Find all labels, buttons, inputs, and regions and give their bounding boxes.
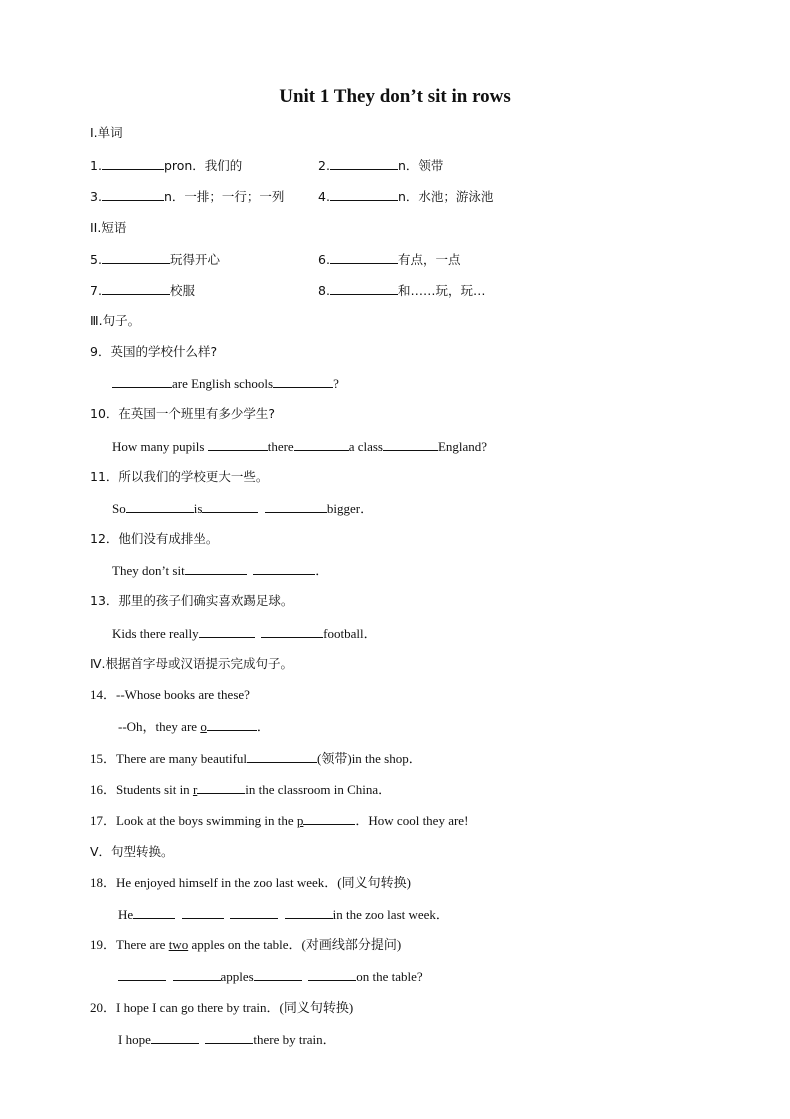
answer-blank[interactable] [273,374,333,388]
answer-blank[interactable] [202,499,258,513]
sentence-text: ．How cool they are! [355,813,469,828]
answer-blank[interactable] [151,1030,199,1044]
answer-blank[interactable] [112,374,172,388]
answer-blank[interactable] [208,437,268,451]
question-text: 和……玩，玩… [397,283,486,298]
sentence-text: on the table? [356,969,423,984]
hint-letter: p [296,813,304,828]
question-11-answer [112,499,373,518]
sentence-text: ． [256,719,270,734]
sentence-text: How many pupils [112,439,208,454]
answer-blank[interactable] [173,967,221,981]
question-15 [90,749,422,768]
question-12-prompt: 12．他们没有成排坐。 [90,531,219,546]
question-4 [318,187,493,206]
answer-blank[interactable] [102,156,164,170]
answer-blank[interactable] [308,967,356,981]
question-6 [318,250,460,269]
section-heading-phrases: II.短语 [90,220,127,235]
answer-blank[interactable] [102,250,170,264]
question-text: pron．我们的 [163,158,243,173]
answer-blank[interactable] [265,499,327,513]
question-18-prompt: 18．He enjoyed himself in the zoo last week．(同义句转换) [90,875,411,890]
answer-blank[interactable] [294,437,349,451]
answer-blank[interactable] [102,281,170,295]
question-text: n．水池；游泳池 [397,189,494,204]
section-heading-sentences: Ⅲ.句子。 [90,313,141,328]
underlined-word: two [168,937,189,952]
sentence-text: in the zoo last week． [332,907,449,922]
question-7 [90,281,195,300]
question-13-answer [112,624,377,643]
sentence-text: 17．Look at the boys swimming in the [90,813,297,828]
answer-blank[interactable] [330,156,398,170]
section-heading-completion: Ⅳ.根据首字母或汉语提示完成句子。 [90,656,294,671]
question-18-answer [118,905,449,924]
sentence-text: (领带)in the shop． [317,751,422,766]
sentence-text: is [193,501,203,516]
answer-blank[interactable] [126,499,194,513]
answer-blank[interactable] [285,905,333,919]
question-number: 3. [90,189,102,204]
question-number: 4. [318,189,330,204]
sentence-text: 15．There are many beautiful [90,751,248,766]
answer-blank[interactable] [197,780,245,794]
sentence-text: I hope [118,1032,151,1047]
sentence-text: So [112,501,126,516]
answer-blank[interactable] [330,281,398,295]
sentence-text: there [267,439,294,454]
section-heading-transform: V．句型转换。 [90,844,174,859]
answer-blank[interactable] [182,905,224,919]
question-17 [90,811,468,830]
question-number: 6. [318,252,330,267]
question-number: 2. [318,158,330,173]
sentence-text: --Oh，they are [118,719,201,734]
sentence-text: apples on the table．(对画线部分提问) [188,937,402,952]
answer-blank[interactable] [230,905,278,919]
section-heading-vocab: I.单词 [90,125,123,140]
sentence-text: football． [323,626,377,641]
answer-blank[interactable] [133,905,175,919]
sentence-text: England? [437,439,488,454]
page-title: Unit 1 They don’t sit in rows [279,86,511,107]
question-20-prompt: 20．I hope I can go there by train．(同义句转换) [90,1000,354,1015]
sentence-text: ? [333,376,339,391]
answer-blank[interactable] [261,624,323,638]
answer-blank[interactable] [207,717,257,731]
answer-blank[interactable] [199,624,255,638]
question-text: n．领带 [397,158,444,173]
question-20-answer [118,1030,336,1049]
question-14-prompt: 14．--Whose books are these? [90,687,250,702]
question-11-prompt: 11．所以我们的学校更大一些。 [90,469,269,484]
question-14-answer [118,717,270,736]
answer-blank[interactable] [330,187,398,201]
answer-blank[interactable] [102,187,164,201]
question-13-prompt: 13．那里的孩子们确实喜欢踢足球。 [90,593,294,608]
question-9-prompt: 9．英国的学校什么样? [90,344,218,359]
question-8 [318,281,485,300]
sentence-text: 19．There are [90,937,169,952]
answer-blank[interactable] [253,561,315,575]
question-12-answer [112,561,328,580]
question-text: 玩得开心 [169,252,220,267]
sentence-text: 16．Students sit in [90,782,193,797]
answer-blank[interactable] [330,250,398,264]
answer-blank[interactable] [254,967,302,981]
question-10-prompt: 10．在英国一个班里有多少学生? [90,406,276,421]
answer-blank[interactable] [247,749,317,763]
question-2 [318,156,443,175]
sentence-text: They don’t sit [112,563,185,578]
answer-blank[interactable] [303,811,355,825]
question-3 [90,187,284,206]
answer-blank[interactable] [205,1030,253,1044]
question-16 [90,780,391,799]
question-text: n．一排；一行；一列 [163,189,285,204]
question-1 [90,156,242,175]
question-10-answer [112,437,487,456]
question-text: 校服 [169,283,195,298]
answer-blank[interactable] [185,561,247,575]
question-number: 5. [90,252,102,267]
question-5 [90,250,220,269]
sentence-text: bigger． [326,501,374,516]
sentence-text: in the classroom in China． [245,782,392,797]
hint-letter: r [192,782,198,797]
answer-blank[interactable] [383,437,438,451]
sentence-text: there by train． [253,1032,336,1047]
question-number: 1. [90,158,102,173]
question-number: 8. [318,283,330,298]
question-number: 7. [90,283,102,298]
sentence-text: ． [315,563,329,578]
answer-blank[interactable] [118,967,166,981]
question-19-prompt [90,936,401,954]
question-text: 有点，一点 [397,252,461,267]
question-9-answer [112,374,339,393]
sentence-text: are English schools [172,376,274,391]
hint-letter: o [200,719,207,734]
sentence-text: Kids there really [112,626,199,641]
sentence-text: apples [220,969,254,984]
question-19-answer [118,967,423,986]
sentence-text: He [118,907,134,922]
sentence-text: a class [348,439,383,454]
